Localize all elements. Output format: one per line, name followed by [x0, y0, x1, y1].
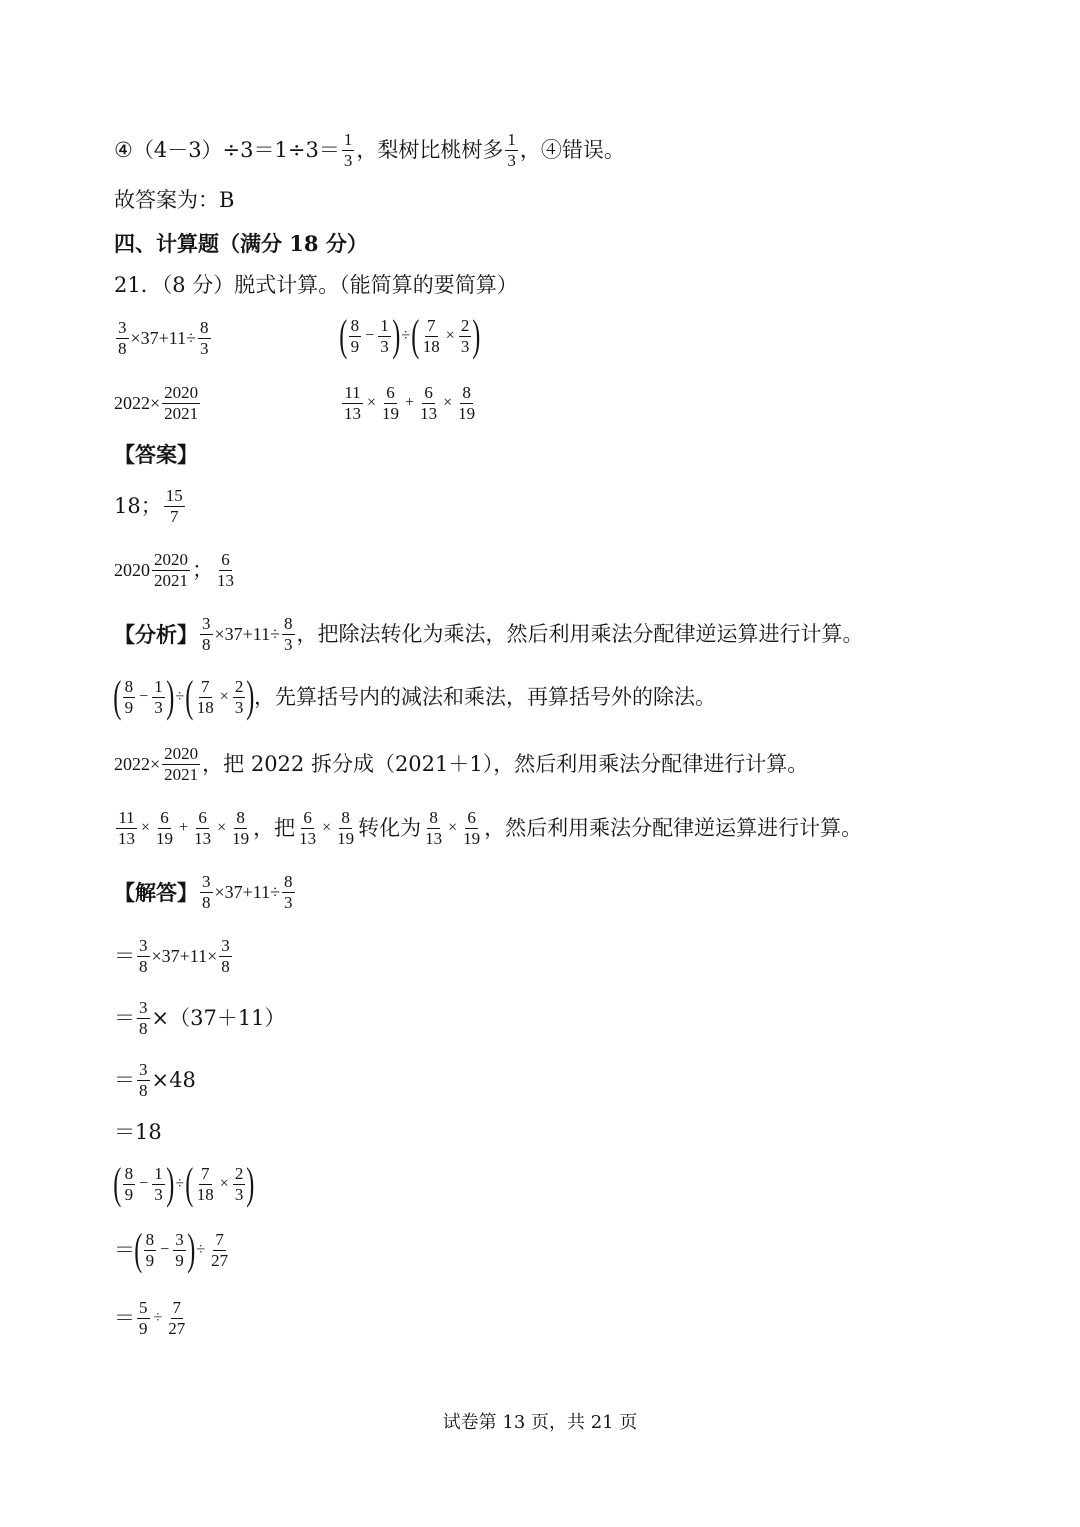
answer-line-1: 18； $\frac{15}{7}$	[114, 486, 183, 526]
conclusion: 故答案为：B	[114, 188, 235, 212]
analysis-line-4: $\frac{11}{13}$ × $\frac{6}{19}$ + $\frac{6}{13}$ × $\frac{8}{19}$ ，把 $\frac{6}{13}$ × $\frac{8}{19}$ 转化为 $\frac{8}{13}$ × $\frac{6}{19}$ ，然后利用乘法分配律逆运算进行计算。	[118, 808, 863, 848]
text: ，梨树比桃树多	[356, 137, 504, 162]
problem-1: $\frac{3}{8}$ ×37+11÷ $\frac{8}{3}$	[118, 318, 209, 358]
problem-4: $\frac{11}{13}$ × $\frac{6}{19}$ + $\frac{6}{13}$ × $\frac{8}{19}$	[344, 383, 476, 423]
solution-line-1: 【解答】 $\frac{3}{8}$ ×37+11÷ $\frac{8}{3}$	[114, 872, 293, 912]
section-title: 四、计算题（满分 18 分）	[114, 231, 368, 256]
solution-step-7: ＝ $\frac{5}{9}$ ÷ $\frac{7}{27}$	[114, 1298, 186, 1338]
solution-step-4: ＝18	[114, 1120, 162, 1144]
problem-2: ( $\frac{8}{9}$ − $\frac{1}{3}$ ) ÷ ( $\frac{7}{18}$ × $\frac{2}{3}$ )	[339, 311, 481, 360]
expression: （4－3）÷3＝1÷3＝	[132, 137, 340, 162]
solution-line-4	[114, 130, 625, 170]
solution-step-3: ＝ $\frac{3}{8}$ ×48	[114, 1060, 196, 1100]
analysis-line-3: 2022× $\frac{2020}{2021}$ ，把 2022 拆分成（2021＋1），然后利用乘法分配律进行计算。	[114, 744, 809, 784]
analysis-line-2: ( $\frac{8}{9}$ − $\frac{1}{3}$ ) ÷ ( $\frac{7}{18}$ × $\frac{2}{3}$ ) ，先算括号内的减法和乘法，再算括号外的除法。	[113, 672, 716, 721]
problem-3: 2022× $\frac{2020}{2021}$	[114, 383, 199, 423]
solution-step-6: ＝ ( $\frac{8}{9}$ − $\frac{3}{9}$ ) ÷ $\frac{7}{27}$	[114, 1225, 229, 1274]
fraction: $\frac{1}{3}$	[507, 130, 516, 170]
circled-4-marker: ④	[114, 137, 133, 162]
answer-line-2: 2020 $\frac{2020}{2021}$ ； $\frac{6}{13}$	[114, 550, 234, 590]
fraction: $\frac{1}{3}$	[343, 130, 353, 170]
solution-step-1: ＝ $\frac{3}{8}$ ×37+11× $\frac{3}{8}$	[114, 936, 230, 976]
question-header: 21．（8 分）脱式计算。（能简算的要简算）	[114, 273, 518, 297]
solution-step-2: ＝ $\frac{3}{8}$ ×（37＋11）	[114, 998, 286, 1038]
page-footer: 试卷第 13 页，共 21 页	[442, 1412, 638, 1433]
analysis-line-1: 【分析】 $\frac{3}{8}$ ×37+11÷ $\frac{8}{3}$ ，把除法转化为乘法，然后利用乘法分配律逆运算进行计算。	[114, 614, 864, 654]
solution-step-5: ( $\frac{8}{9}$ − $\frac{1}{3}$ ) ÷ ( $\frac{7}{18}$ × $\frac{2}{3}$ )	[113, 1159, 255, 1208]
answer-label: 【答案】	[114, 442, 198, 467]
text: ，④错误。	[519, 137, 625, 162]
